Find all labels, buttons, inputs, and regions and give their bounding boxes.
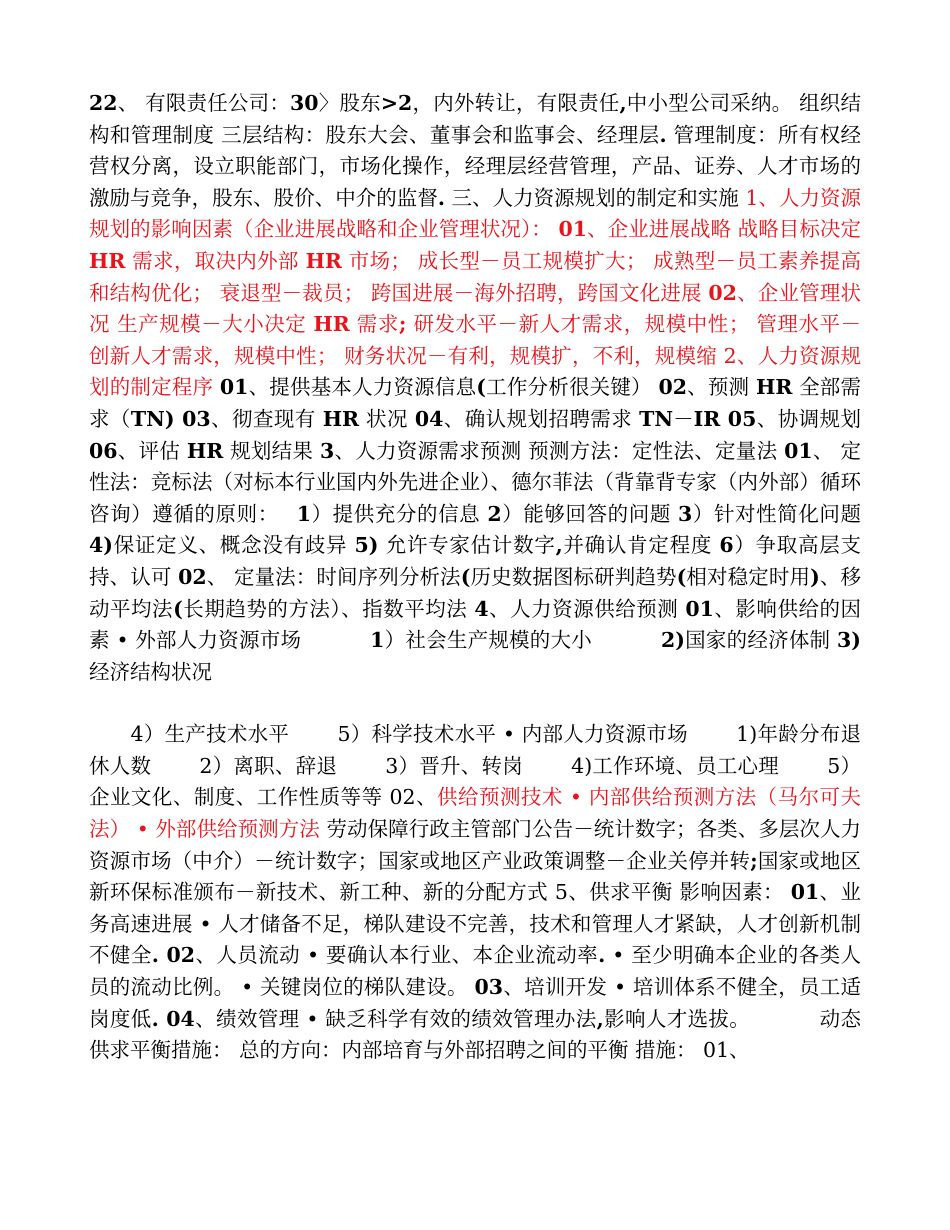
text-run: ）提供充分的信息	[310, 501, 488, 526]
text-run: 、企业管理状况 生产规模－大小决定	[89, 280, 861, 337]
text-run: 4	[474, 596, 489, 621]
text-run: 01	[685, 596, 714, 621]
text-run: 国家或地区新环保标准颁布－新技术、新工种、新的分配方式 5、供求平衡 影响因素：	[89, 848, 862, 905]
text-run: ,	[596, 1006, 604, 1031]
text-run: 、 定性法：竞标法（对标本行业国内外先进企业）、德尔菲法（背靠背专家（内外部）循环咨询）遵循的原则：	[89, 438, 861, 526]
text-run: . 04	[151, 1006, 195, 1031]
text-run: (	[476, 375, 486, 400]
text-run: 02	[708, 280, 737, 305]
text-run: 04	[414, 406, 444, 431]
text-run: 5)	[354, 533, 379, 558]
text-run: 、人力资源供给预测	[488, 596, 686, 621]
text-run: 状况	[359, 406, 415, 431]
text-run: (	[460, 564, 471, 589]
text-run: 历史数据图标研判趋势	[470, 564, 677, 589]
text-run: 中小型公司采纳。 组织结构和管理制度 三层结构：股东大会、董事会和监事会、经理层	[89, 91, 861, 147]
text-run: 规划结果	[223, 438, 320, 463]
text-run: 2	[487, 501, 502, 526]
text-run: (	[173, 596, 183, 621]
text-run: ）针对性简化问题	[692, 501, 861, 526]
text-run: 6	[719, 533, 734, 558]
text-run: HR	[186, 438, 224, 463]
text-run: 02	[658, 375, 687, 400]
text-run: 经济结构状况	[89, 659, 212, 684]
text-run: ,	[555, 533, 563, 558]
text-run: 30	[290, 91, 319, 115]
text-run: 市场； 成长型－员工规模扩大； 成熟型－员工素养提高和结构优化； 衰退型－裁员； 跨国进展－海外招聘，跨国文化进展	[89, 248, 861, 305]
text-run: 需求，取决内外部	[125, 248, 306, 273]
text-run: 长期趋势的方法）、指数平均法	[182, 596, 475, 621]
text-run: HR	[322, 406, 360, 431]
text-run: .	[437, 185, 445, 210]
text-run: 、绩效管理 • 缺乏科学有效的绩效管理办法	[194, 1006, 597, 1031]
text-run: TN) 03	[130, 406, 211, 431]
text-run: ;	[398, 312, 407, 337]
text-run: 、提供基本人力资源信息	[248, 375, 477, 400]
text-run: 工作分析很关键）	[485, 375, 659, 400]
text-run: . 02	[151, 943, 196, 968]
text-run: 、业务高速进展 • 人才储备不足，梯队建设不完善，技术和管理人才紧缺，人才创新机制不健全	[89, 880, 861, 968]
text-run: 、影响供给的因素 • 外部人力资源市场	[89, 596, 862, 653]
text-run: ）能够回答的问题	[501, 501, 679, 526]
text-run: 研发水平－新人才需求，规模中性； 管理水平－创新人才需求，规模中性； 财务状况－有利，规模扩，不利，规模缩 2、人力资源规划的制定程序	[89, 312, 861, 400]
text-run: 、人员流动 • 要确认本行业、本企业流动率	[195, 943, 599, 968]
text-run: 06	[89, 438, 118, 463]
text-run: 、企业进展战略 战略目标决定	[587, 217, 862, 242]
text-run: 劳动保障行政主管部门公告－统计数字；各类、多层次人力资源市场（中介）－统计数字；国家或地区产业政策调整－企业关停并转	[89, 817, 862, 873]
text-run: ;	[750, 848, 758, 873]
text-run: 、移动平均法	[89, 564, 862, 621]
text-run: HR	[305, 248, 342, 273]
text-run: 、协调规划	[756, 406, 861, 431]
text-run: ）社会生产规模的大小	[384, 628, 661, 653]
document-page	[89, 88, 861, 1067]
text-run: 供给预测技术 • 内部供给预测方法（马尔可夫法） • 外部供给预测方法	[89, 785, 862, 842]
text-run: 3)	[837, 628, 862, 653]
text-run: 3	[319, 438, 335, 463]
text-run: HR	[755, 375, 793, 400]
text-run: 需求	[349, 312, 399, 337]
text-run: －	[673, 406, 694, 431]
text-run: 3	[678, 501, 693, 526]
text-run: • 至少明确本企业的各类人员的流动比例。 • 关键岗位的梯队建设。	[89, 943, 861, 1000]
text-run: 保证定义、概念没有歧异	[112, 533, 355, 558]
text-run: ,	[619, 91, 627, 115]
text-run: 01	[558, 217, 587, 242]
text-run: .	[659, 122, 667, 147]
text-run: 允许专家估计数字	[378, 533, 556, 558]
text-run: 、培训开发 • 培训体系不健全，员工适岗度低	[89, 975, 862, 1031]
text-run: 4）生产技术水平 5）科学技术水平 • 内部人力资源市场 1)年龄分布退休人数 2）离职、辞退 3）晋升、转岗 4)工作环境、员工心理 5）企业文化、制度、工作性质等等 02、	[89, 722, 861, 810]
text-run: 、确认规划招聘需求	[443, 406, 640, 431]
text-run: 03	[474, 975, 504, 1000]
text-run: 4)	[89, 533, 113, 558]
text-run: 02	[178, 564, 207, 589]
text-run: 1	[370, 628, 385, 653]
text-run: 1	[296, 501, 311, 526]
text-run: 全部需求（	[89, 375, 861, 431]
text-run: 22	[89, 91, 118, 115]
text-run: IR 05	[693, 406, 757, 431]
text-run: 2)	[660, 628, 685, 653]
text-run: 〉股东	[318, 91, 381, 115]
text-run: 、人力资源需求预测 预测方法：定性法、定量法	[334, 438, 785, 463]
text-run: )	[810, 564, 820, 589]
paragraph-2	[89, 719, 861, 1067]
text-run: 、 定量法：时间序列分析法	[206, 564, 461, 589]
text-run: HR	[89, 248, 126, 273]
text-run: 01	[219, 375, 249, 400]
text-run: 国家的经济体制	[684, 628, 838, 653]
text-run: 三、人力资源规划的制定和实施	[444, 185, 746, 210]
text-run: .	[598, 943, 606, 968]
text-run: 并确认肯定程度	[562, 533, 720, 558]
paragraph-1	[89, 88, 861, 688]
text-run: 、预测	[686, 375, 756, 400]
text-run: 影响人才选拔。 动态供求平衡措施： 总的方向：内部培育与外部招聘之间的平衡 措施： 01、	[89, 1006, 862, 1063]
text-run: (	[676, 564, 687, 589]
text-run: >2	[380, 91, 413, 115]
text-run: ，内外转让，有限责任	[412, 91, 620, 115]
text-run: 、彻查现有	[210, 406, 323, 431]
text-run: ）争取高层支持、认可	[89, 533, 861, 589]
text-run: 1、人力资源规划的影响因素（企业进展战略和企业管理状况）：	[89, 185, 861, 242]
text-run: 01	[784, 438, 813, 463]
text-run: HR	[313, 312, 350, 337]
text-run: 、 有限责任公司：	[117, 91, 291, 115]
text-run: 管理制度：所有权经营权分离，设立职能部门，市场化操作，经理层经营管理，产品、证券、人才市场的激励与竞争，股东、股价、中介的监督	[89, 122, 861, 210]
text-run: 01	[790, 880, 820, 905]
text-run: 相对稳定时用	[686, 564, 811, 589]
text-run: TN	[639, 406, 674, 431]
text-run: 、评估	[117, 438, 187, 463]
